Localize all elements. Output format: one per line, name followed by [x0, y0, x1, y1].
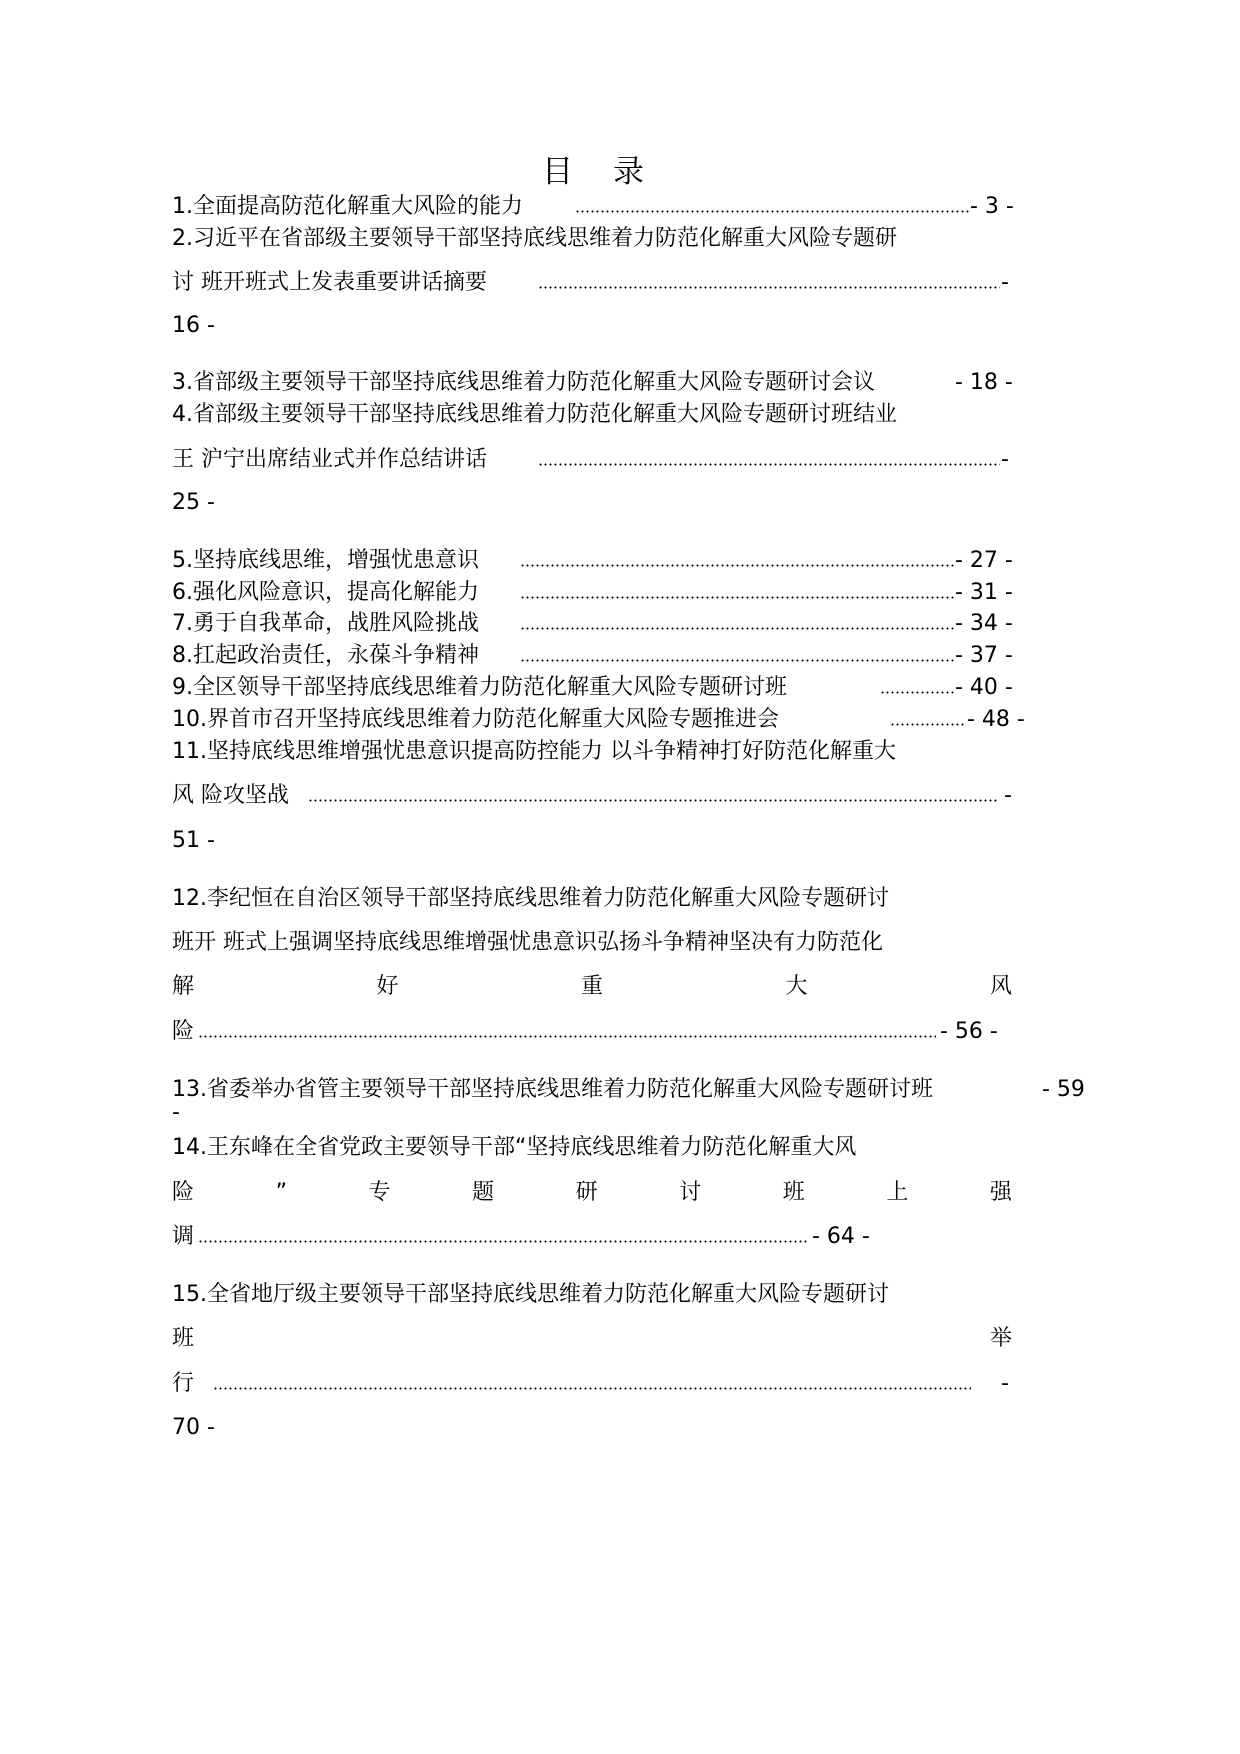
dot-leader [575, 210, 970, 213]
toc-entry-14[interactable]: 14.王东峰在全省党政主要领导干部“坚持底线思维着力防范化解重大风 [172, 1135, 857, 1160]
dot-leader [880, 691, 954, 694]
toc-page-9: - 40 - [955, 675, 1013, 700]
toc-page-3: - 18 - [955, 370, 1013, 395]
toc-entry-15-line2: 班 举 [172, 1326, 1012, 1351]
toc-entry-12-line2: 班开 班式上强调坚持底线思维增强忧患意识弘扬斗争精神坚决有力防范化 [172, 930, 883, 955]
dot-leader [198, 1240, 808, 1243]
toc-entry-7[interactable]: 7.勇于自我革命，战胜风险挑战 [172, 611, 480, 636]
toc-page-5: - 27 - [955, 548, 1013, 573]
toc-page-6: - 31 - [955, 580, 1013, 605]
toc-entry-14-line3: 调 [172, 1224, 195, 1249]
toc-page-4a: - [1001, 447, 1009, 472]
toc-page-7: - 34 - [955, 611, 1013, 636]
dot-leader [198, 1035, 936, 1038]
toc-page-15a: - [1001, 1371, 1009, 1396]
toc-entry-4[interactable]: 4.省部级主要领导干部坚持底线思维着力防范化解重大风险专题研讨班结业 [172, 402, 898, 427]
toc-entry-2-line2: 讨 班开班式上发表重要讲话摘要 [172, 270, 487, 295]
toc-entry-9[interactable]: 9.全区领导干部坚持底线思维着力防范化解重大风险专题研讨班 [172, 675, 788, 700]
toc-entry-2[interactable]: 2.习近平在省部级主要领导干部坚持底线思维着力防范化解重大风险专题研 [172, 226, 898, 251]
toc-page-15b: 70 - [172, 1415, 215, 1440]
toc-entry-12[interactable]: 12.李纪恒在自治区领导干部坚持底线思维着力防范化解重大风险专题研讨 [172, 886, 890, 911]
toc-page-14: - 64 - [812, 1224, 870, 1249]
toc-entry-13[interactable]: 13.省委举办省管主要领导干部坚持底线思维着力防范化解重大风险专题研讨班 [172, 1077, 934, 1102]
toc-page-11a: - [1004, 783, 1012, 808]
dot-leader [538, 463, 1000, 466]
toc-page-12: - 56 - [940, 1019, 998, 1044]
toc-page-13a: - 59 [1042, 1077, 1085, 1102]
toc-entry-15[interactable]: 15.全省地厅级主要领导干部坚持底线思维着力防范化解重大风险专题研讨 [172, 1282, 890, 1307]
toc-entry-6[interactable]: 6.强化风险意识，提高化解能力 [172, 580, 480, 605]
toc-entry-1[interactable]: 1.全面提高防范化解重大风险的能力 [172, 194, 524, 219]
toc-page-4b: 25 - [172, 490, 215, 515]
toc-page-10: - 48 - [967, 707, 1025, 732]
toc-entry-10[interactable]: 10.界首市召开坚持底线思维着力防范化解重大风险专题推进会 [172, 707, 780, 732]
toc-page-13b: - [172, 1100, 180, 1125]
toc-page-1: - 3 - [970, 194, 1014, 219]
toc-entry-14-line2: 险 ” 专 题 研 讨 班 上 强 [172, 1180, 1012, 1205]
toc-entry-11[interactable]: 11.坚持底线思维增强忧患意识提高防控能力 以斗争精神打好防范化解重大 [172, 739, 896, 764]
dot-leader [520, 659, 954, 662]
dot-leader [890, 723, 966, 726]
dot-leader [520, 564, 954, 567]
toc-entry-5[interactable]: 5.坚持底线思维，增强忧患意识 [172, 548, 480, 573]
toc-page-8: - 37 - [955, 643, 1013, 668]
toc-page-11b: 51 - [172, 828, 215, 853]
dot-leader [520, 596, 954, 599]
toc-entry-3[interactable]: 3.省部级主要领导干部坚持底线思维着力防范化解重大风险专题研讨会议 [172, 370, 876, 395]
toc-title: 目 录 [542, 154, 648, 190]
toc-entry-15-line3: 行 [172, 1371, 195, 1396]
dot-leader [213, 1387, 971, 1390]
toc-entry-4-line2: 王 沪宁出席结业式并作总结讲话 [172, 447, 487, 472]
toc-page-2b: 16 - [172, 313, 215, 338]
dot-leader [538, 286, 1000, 289]
toc-entry-12-line4: 险 [172, 1019, 195, 1044]
toc-page-2a: - [1001, 270, 1009, 295]
toc-entry-12-line3: 解 好 重 大 风 [172, 974, 1012, 999]
dot-leader [308, 799, 998, 802]
dot-leader [520, 627, 954, 630]
toc-entry-8[interactable]: 8.扛起政治责任，永葆斗争精神 [172, 643, 480, 668]
toc-entry-11-line2: 风 险攻坚战 [172, 783, 289, 808]
